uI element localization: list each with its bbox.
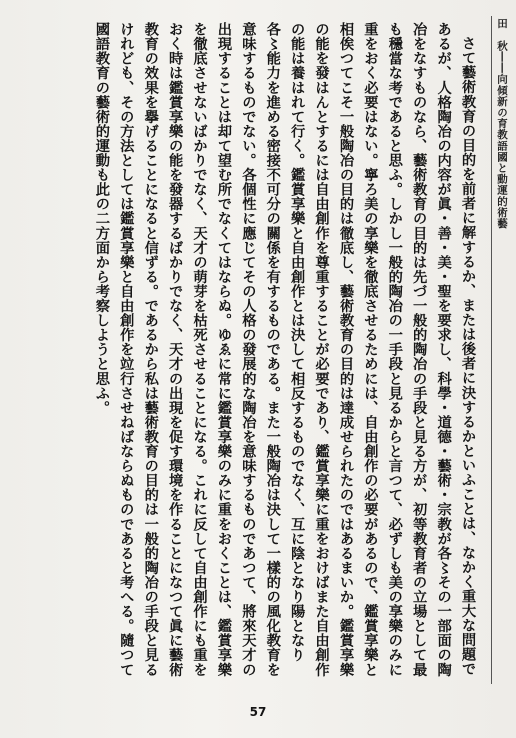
page-number: 57 [249,705,267,719]
body-text [30,22,480,684]
header-divider-rule [491,16,492,684]
paragraph: さて藝術教育の目的を前者に解するか、または後者に決するかといふことは、なかく重大な問題であるが、人格陶冶の内容が眞・善・美・聖を要求し、科學・道德・藝術・宗教が各〻その一部面の陶冶をなすものなら、藝術教育の目的は先づ一般的陶冶の手段と見る方が、初等教育者の立場として最も穩當な考であると思ふ。しかし一般的陶冶の一手段と見るからと言つて、必ずしも美の享樂のみに重をおく必要はない。寧ろ美の享樂を徹底させるためには、自由創作の必要があるので、鑑賞享樂と相俟つてこそ一般陶冶の目的は徹底し、藝術教育の目的は達成せられたのではあるまいか。鑑賞享樂の能を發はんとするには自由創作を尊重することが必要であり、鑑賞享樂に重をおけばまた自由創作の能は養はれて行く。鑑賞享樂と自由創作とは決して相反するものでなく、互に陰となり陽となり各〻能力を進める密接不可分の關係を有するものである。また一般陶冶は決して一樣的の風化教育を意味するものでない。各個性に應じてその人格の發展的な陶冶を意味するものであつて、將來天才の出現することは却て望む所でなくてはならぬ。ゆゑに常に鑑賞享樂のみに重をおくことは、鑑賞享樂を徹底させないばかりでなく、天才の萌芽を枯死させることになる。これに反して自由創作にも重をおく時は鑑賞享樂の能を發器するばかりでなく、天才の出現を促す環境を作ることになつて眞に藝術教育の效果を擧げることになると信ずる。であるから私は藝術教育の目的は一般的陶冶の手段と見るけれども、その方法としては鑑賞享樂と自由創作を竝行させねばならぬものであると考へる。隨つて國語教育の藝術的運動も此の二方面から考察しようと思ふ。 [93,22,476,677]
running-header: 田 秋――向傾新の育教語國と動運的術藝 [496,18,508,229]
